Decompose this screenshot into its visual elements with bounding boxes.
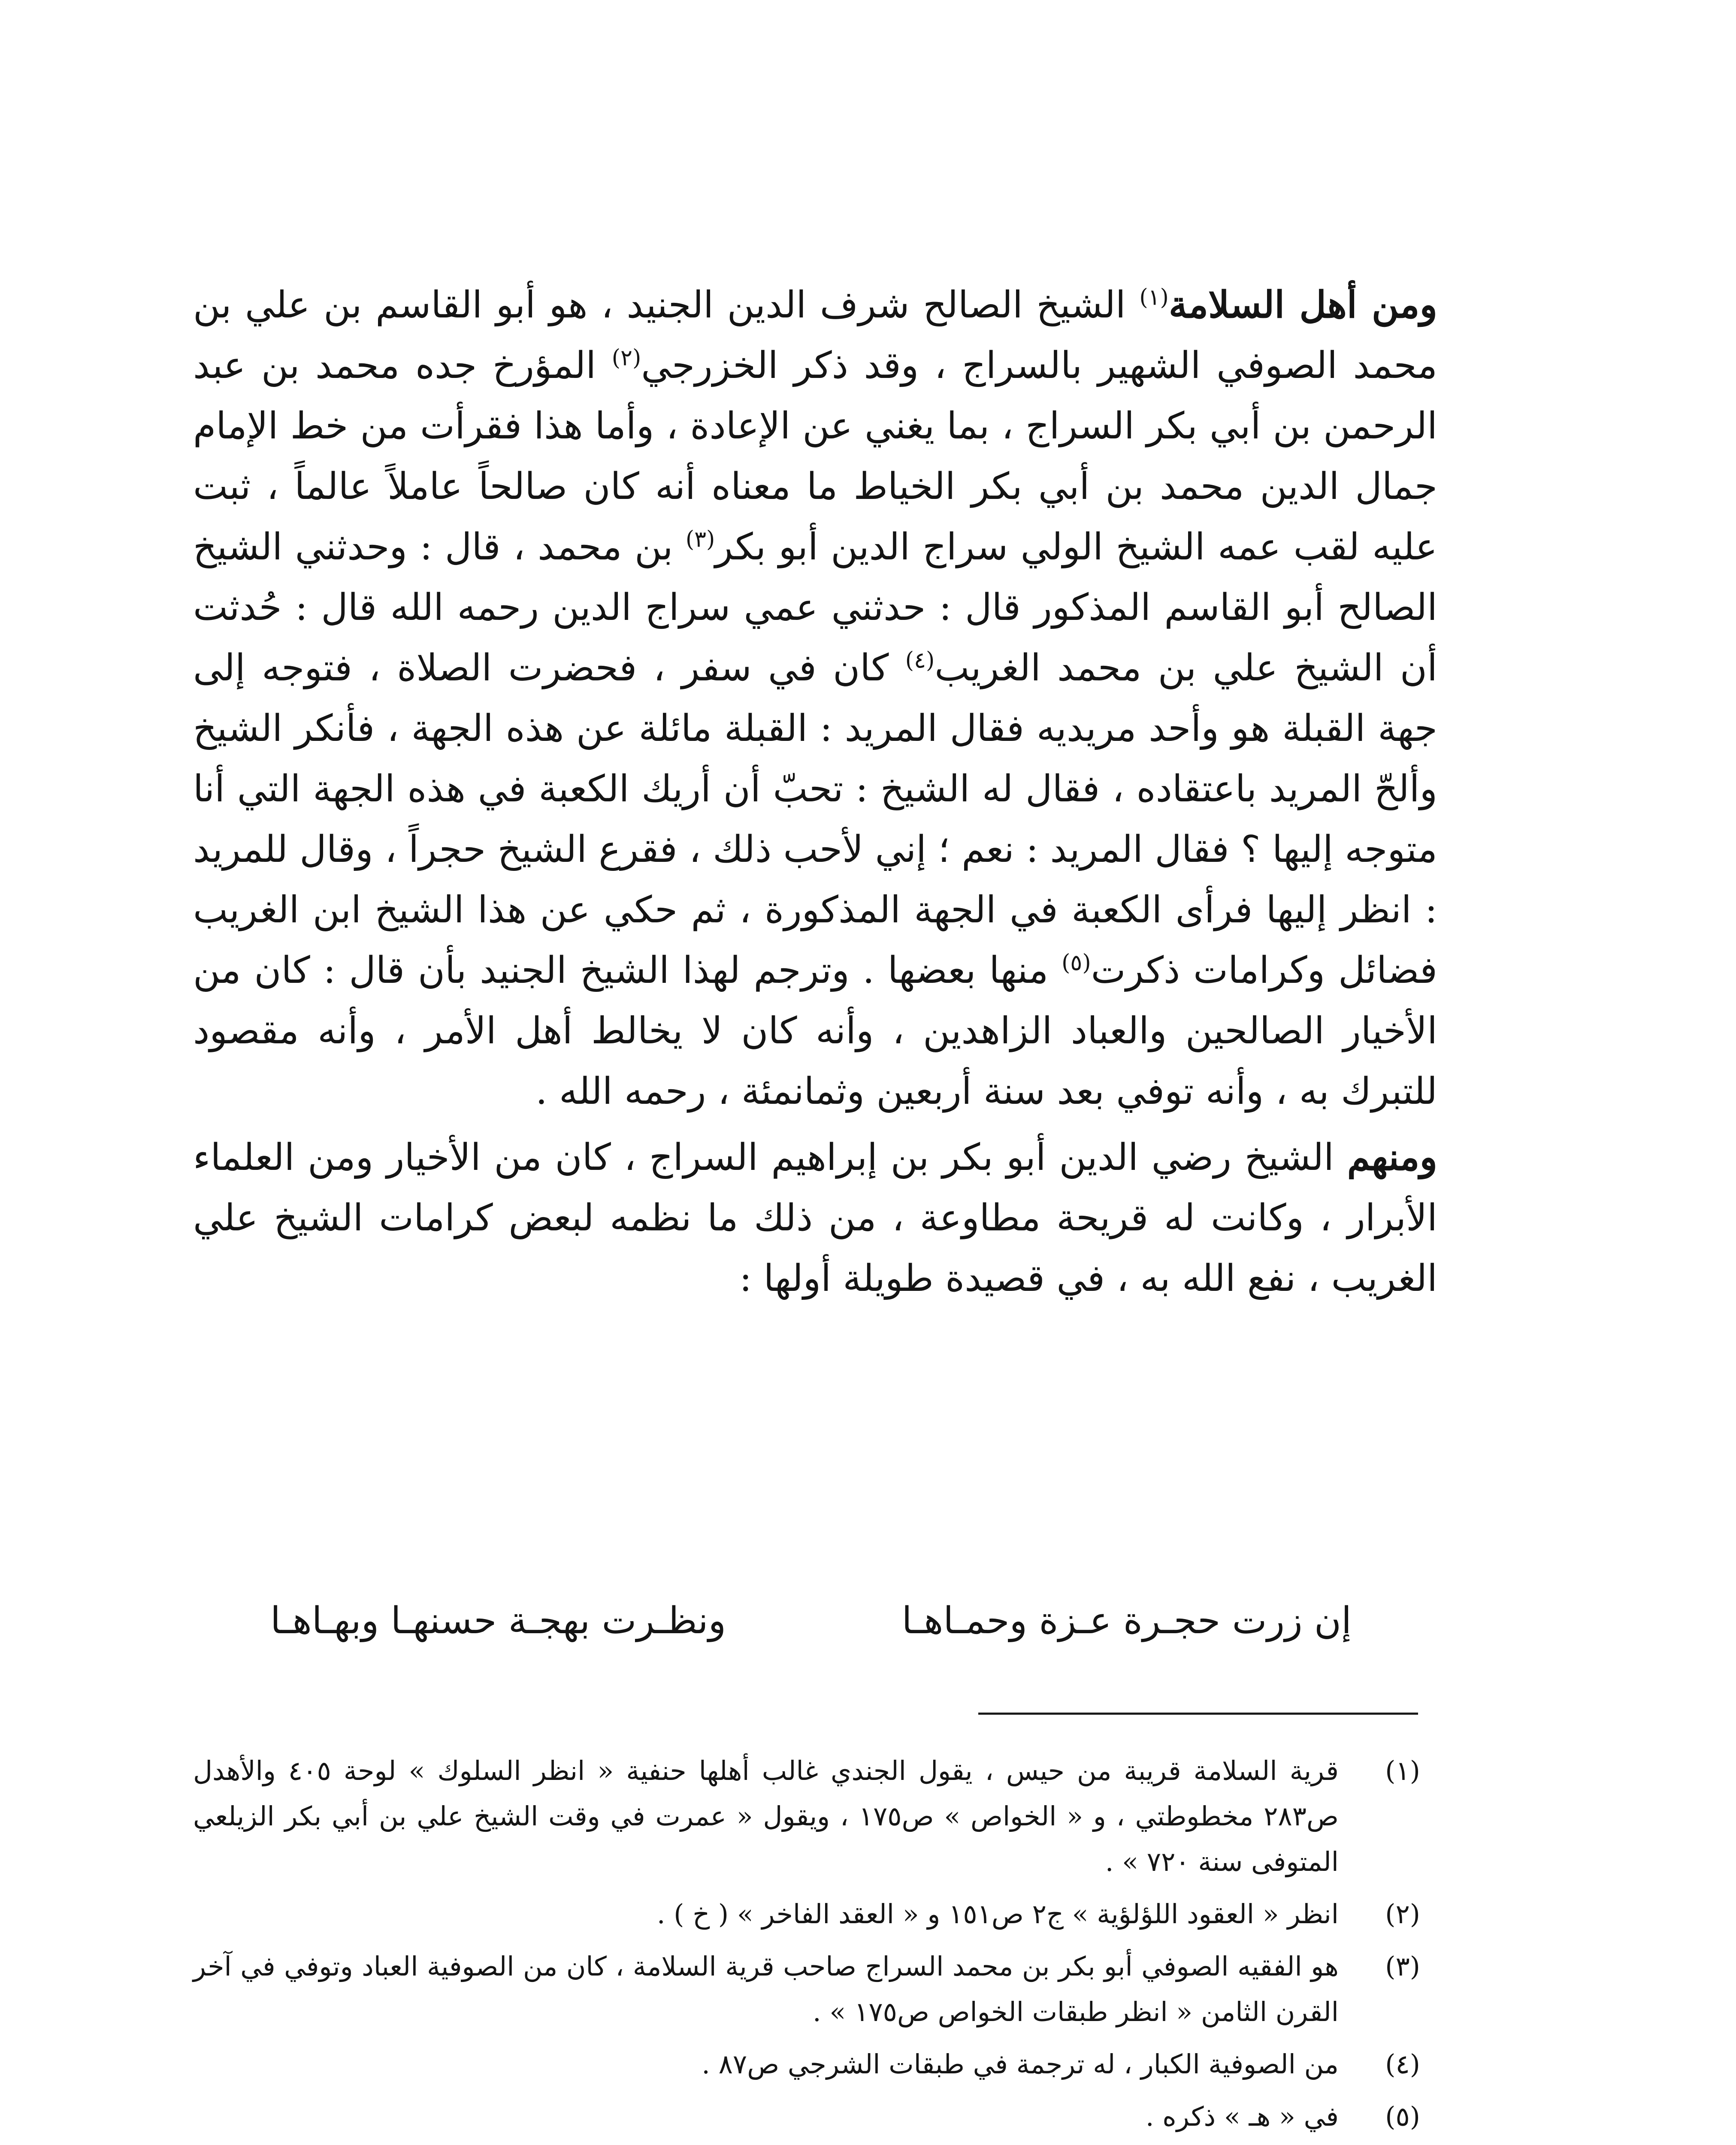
footnote-4 <box>193 2042 1420 2087</box>
paragraph-al-junayd <box>193 275 1437 1122</box>
footnote-number: (١) <box>1385 1755 1420 1786</box>
paragraph-text: الشيخ الصالح شرف الدين الجنيد ، هو أبو القاسم بن علي بن محمد الصوفي الشهير بالسراج ، وقد ذكر الخزرجي <box>193 284 1437 387</box>
footnote-ref-1: (١) <box>1139 284 1169 311</box>
paragraph-text: بن محمد ، قال : وحدثني الشيخ الصالح أبو القاسم المذكور قال : حدثني عمي سراج الدين رحمه الله قال : حُدثت أن الشيخ علي بن محمد الغريب <box>193 526 1437 689</box>
verse-second-hemistich: ونظـرت بهجـة حسنهـا وبهـاهـا <box>270 1599 726 1642</box>
footnote-text: من الصوفية الكبار ، له ترجمة في طبقات الشرجي ص٨٧ . <box>702 2048 1339 2080</box>
footnote-ref-5: (٥) <box>1062 950 1091 976</box>
verse-first-hemistich: إن زرت حجـرة عـزة وحمـاهـا <box>901 1599 1352 1642</box>
paragraph-lead: ومنهم <box>1347 1136 1437 1179</box>
poem-verse <box>270 1595 1352 1647</box>
footnote-text: هو الفقيه الصوفي أبو بكر بن محمد السراج صاحب قرية السلامة ، كان من الصوفية العباد وتوفي في آخر القرن الثامن « انظر طبقات الخواص ص١٧٥ » . <box>193 1951 1339 2027</box>
paragraph-text: الشيخ رضي الدين أبو بكر بن إبراهيم السراج ، كان من الأخيار ومن العلماء الأبرار ، وكانت له قريحة مطاوعة ، من ذلك ما نظمه لبعض كرامات الشيخ علي الغريب ، نفع الله به ، في قصيدة طويلة أولها : <box>193 1136 1437 1300</box>
footnote-text: قرية السلامة قريبة من حيس ، يقول الجندي غالب أهلها حنفية « انظر السلوك » لوحة ٤٠٥ والأهدل ص٢٨٣ مخطوطتي ، و « الخواص » ص١٧٥ ، ويقول « عمرت في وقت الشيخ علي بن أبي بكر الزيلعي المتوفى سنة ٧٢٠ » . <box>193 1755 1339 1877</box>
paragraph-lead: ومن أهل السلامة <box>1168 283 1438 326</box>
paragraph-text: منها بعضها . وترجم لهذا الشيخ الجنيد بأن قال : كان من الأخيار الصالحين والعباد الزاهدين ، وأنه كان لا يخالط أهل الأمر ، وأنه مقصود للتبرك به ، وأنه توفي بعد سنة أربعين وثمانمئة ، رحمه الله . <box>193 949 1437 1113</box>
paragraph-text: المؤرخ جده محمد بن عبد الرحمن بن أبي بكر السراج ، بما يغني عن الإعادة ، وأما هذا فقرأت من خط الإمام جمال الدين محمد بن أبي بكر الخياط ما معناه أنه كان صالحاً عاملاً عالماً ، ثبت عليه لقب عمه الشيخ الولي سراج الدين أبو بكر <box>193 344 1438 568</box>
footnote-ref-3: (٣) <box>685 526 715 553</box>
footnote-number: (٤) <box>1385 2048 1420 2080</box>
footnote-3 <box>193 1944 1420 2035</box>
main-text <box>193 275 1437 1309</box>
footnote-text: انظر « العقود اللؤلؤية » ج٢ ص١٥١ و « العقد الفاخر » ( خ ) . <box>656 1898 1339 1930</box>
footnote-ref-2: (٢) <box>611 345 641 371</box>
footnote-ref-4: (٤) <box>905 647 935 674</box>
footnote-number: (٥) <box>1385 2101 1420 2132</box>
footnotes <box>193 1748 1420 2145</box>
footnote-1 <box>193 1748 1420 1885</box>
footnote-text: في « هـ » ذكره . <box>1145 2101 1339 2132</box>
footnote-number: (٢) <box>1385 1898 1420 1930</box>
paragraph-radi-al-din <box>193 1127 1437 1309</box>
paragraph-text: كان في سفر ، فحضرت الصلاة ، فتوجه إلى جهة القبلة هو وأحد مريديه فقال المريد : القبلة مائلة عن هذه الجهة ، فأنكر الشيخ وألحّ المريد باعتقاده ، فقال له الشيخ : تحبّ أن أريك الكعبة في هذه الجهة التي أنا متوجه إليها ؟ فقال المريد : نعم ؛ إني لأحب ذلك ، فقرع الشيخ حجراً ، وقال للمريد : انظر إليها فرأى الكعبة في الجهة المذكورة ، ثم حكي عن هذا الشيخ ابن الغريب فضائل وكرامات ذكرت <box>193 647 1437 992</box>
footnote-number: (٣) <box>1385 1951 1420 1982</box>
footnote-divider <box>978 1713 1418 1715</box>
footnote-5 <box>193 2094 1420 2139</box>
footnote-2 <box>193 1891 1420 1937</box>
